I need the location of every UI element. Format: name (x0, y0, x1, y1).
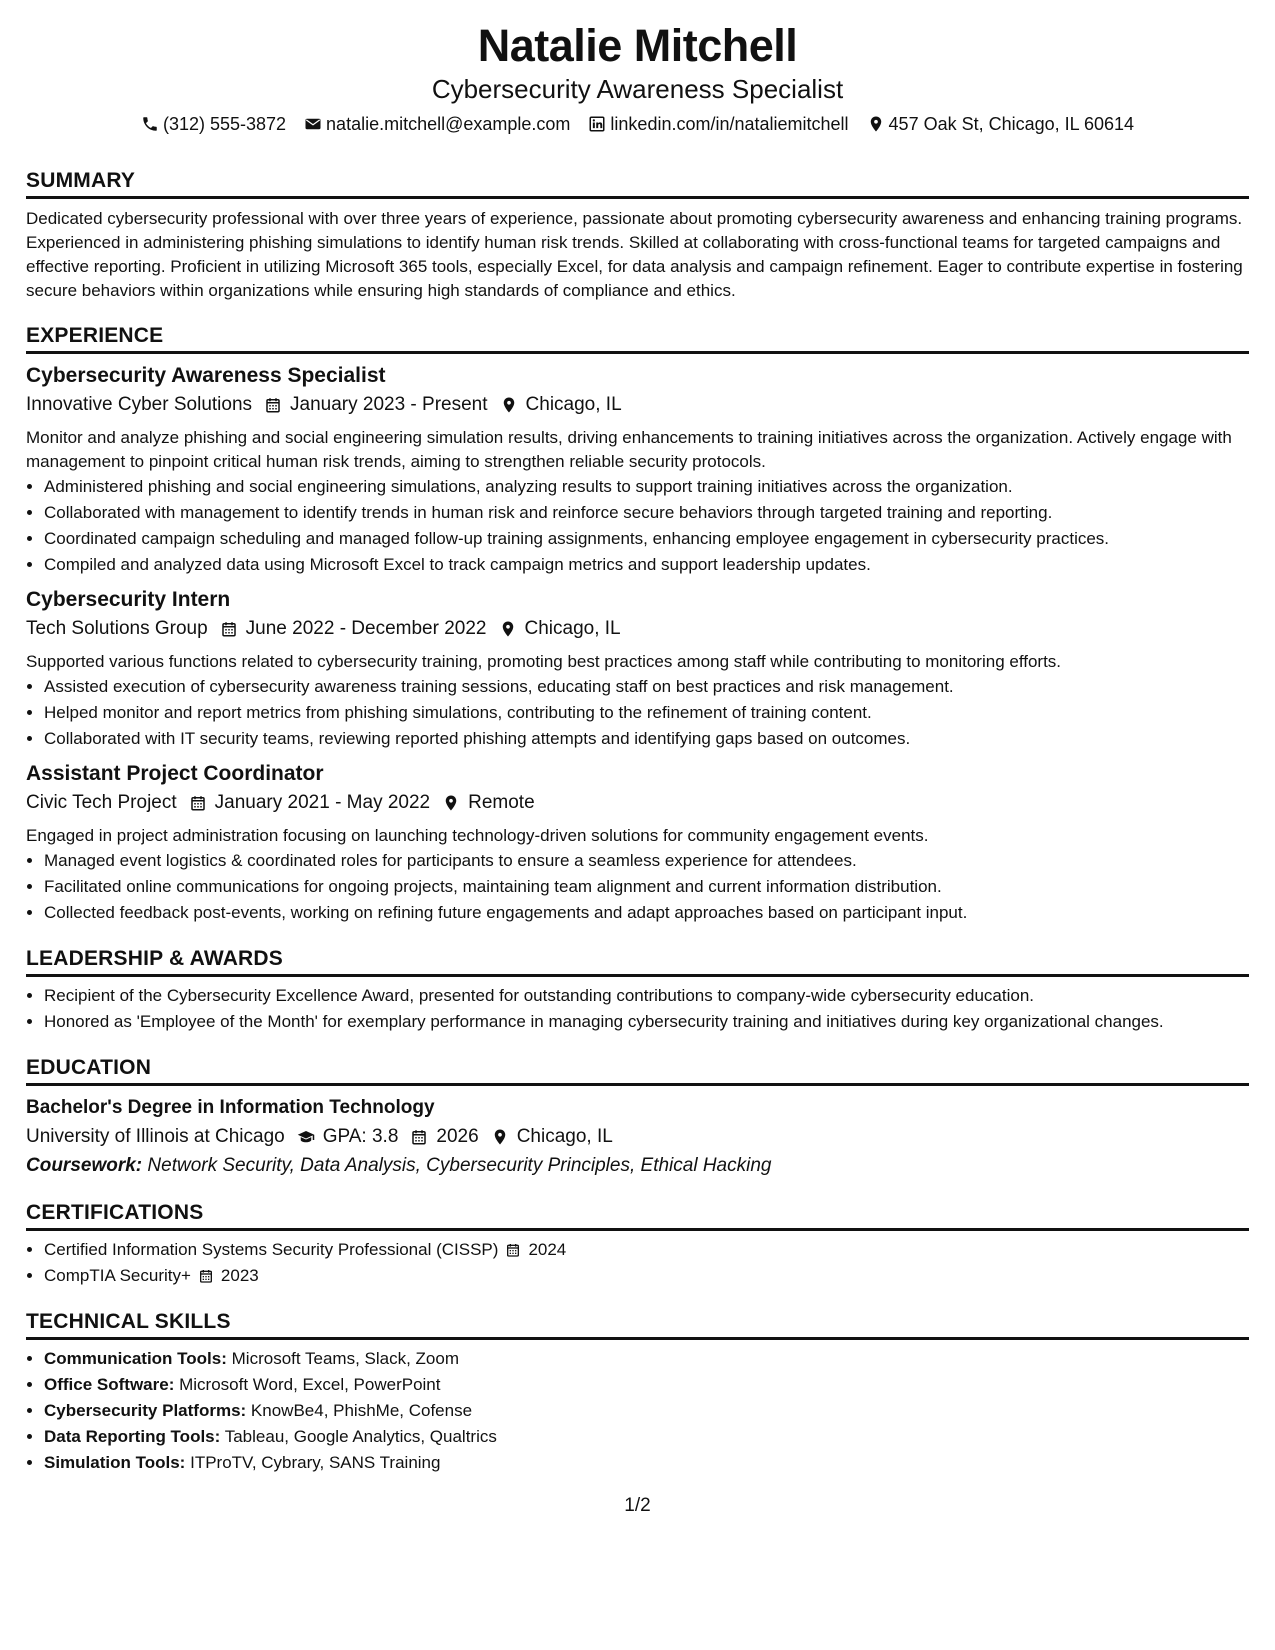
section-heading-education: EDUCATION (26, 1055, 1249, 1086)
skill-value: Tableau, Google Analytics, Qualtrics (224, 1427, 497, 1446)
job-bullet: • Coordinated campaign scheduling and managed follow-up training assignments, enhancing employee engagement in cybersecurity practices. (44, 526, 1249, 552)
job-location: Remote (468, 792, 535, 813)
skill-label: Office Software: (44, 1375, 175, 1394)
certifications-section (26, 1200, 1249, 1289)
candidate-name: Natalie Mitchell (477, 20, 798, 71)
job-bullets (26, 848, 1249, 926)
experience-section (26, 323, 1249, 926)
job-bullet: • Managed event logistics & coordinated roles for participants to ensure a seamless experience for attendees. (44, 848, 1249, 874)
job-bullet: • Collaborated with management to identify trends in human risk and reinforce secure behaviors through targeted training and reporting. (44, 500, 1249, 526)
education-meta (26, 1122, 1249, 1152)
skill-label: Communication Tools: (44, 1349, 227, 1368)
job-meta (26, 390, 1249, 420)
skill-label: Cybersecurity Platforms: (44, 1401, 247, 1420)
skills-list (26, 1346, 1249, 1476)
map-pin-icon (499, 620, 517, 638)
job-entry (26, 760, 1249, 926)
map-pin-icon (867, 115, 885, 133)
certification-name: • Certified Information Systems Security Professional (CISSP) (44, 1240, 499, 1259)
job-company: Tech Solutions Group (26, 618, 208, 639)
skill-label: Simulation Tools: (44, 1453, 186, 1472)
skill-value: KnowBe4, PhishMe, Cofense (250, 1401, 473, 1420)
skill-item (44, 1424, 1249, 1450)
candidate-title: Cybersecurity Awareness Specialist (431, 74, 844, 104)
job-bullet: • Assisted execution of cybersecurity awareness training sessions, educating staff on best practices and risk management. (44, 674, 1249, 700)
summary-section (26, 168, 1249, 303)
calendar-icon (264, 396, 282, 414)
job-title: Cybersecurity Awareness Specialist (26, 364, 386, 387)
skill-item (44, 1450, 1249, 1476)
certification-name: • CompTIA Security+ (44, 1266, 191, 1285)
job-location: Chicago, IL (524, 618, 621, 639)
job-title: Assistant Project Coordinator (26, 762, 324, 785)
job-bullet: • Helped monitor and report metrics from phishing simulations, contributing to the refinement of training content. (44, 700, 1249, 726)
contact-address-text: 457 Oak St, Chicago, IL 60614 (888, 114, 1135, 134)
skill-item (44, 1346, 1249, 1372)
job-location: Chicago, IL (525, 394, 622, 415)
job-bullets (26, 674, 1249, 752)
calendar-icon (189, 794, 207, 812)
linkedin-icon (588, 115, 606, 133)
calendar-icon (220, 620, 238, 638)
skill-value: Microsoft Teams, Slack, Zoom (231, 1349, 459, 1368)
leadership-bullet: • Recipient of the Cybersecurity Excellence Award, presented for outstanding contributions to company-wide cybersecurity education. (44, 983, 1249, 1009)
job-bullet: • Facilitated online communications for ongoing projects, maintaining team alignment and current information distribution. (44, 874, 1249, 900)
resume-header (26, 20, 1249, 138)
job-company: Civic Tech Project (26, 792, 177, 813)
job-bullets (26, 474, 1249, 578)
contact-address (867, 110, 1135, 138)
contact-email[interactable] (304, 110, 570, 138)
job-entry (26, 362, 1249, 578)
map-pin-icon (500, 396, 518, 414)
job-bullet: • Compiled and analyzed data using Microsoft Excel to track campaign metrics and support leadership updates. (44, 552, 1249, 578)
graduation-cap-icon (297, 1128, 315, 1146)
certification-item (44, 1263, 1249, 1289)
education-degree: Bachelor's Degree in Information Technology (26, 1097, 435, 1118)
education-gpa: GPA: 3.8 (322, 1126, 399, 1147)
leadership-section (26, 946, 1249, 1035)
job-bullet: • Collaborated with IT security teams, reviewing reported phishing attempts and identifying gaps based on outcomes. (44, 726, 1249, 752)
skill-item (44, 1398, 1249, 1424)
job-bullet: • Collected feedback post-events, working on refining future engagements and adapt approaches based on participant input. (44, 900, 1249, 926)
education-year: 2026 (436, 1126, 479, 1147)
job-company: Innovative Cyber Solutions (26, 394, 253, 415)
map-pin-icon (442, 794, 460, 812)
education-coursework (26, 1152, 1249, 1180)
job-dates: January 2021 - May 2022 (214, 792, 431, 813)
job-description: Monitor and analyze phishing and social engineering simulation results, driving enhancements to training initiatives across the organization. Actively engage with management to pinpoint critical human risk trends, aiming to strengthen reliable security protocols. (26, 428, 1232, 471)
contact-linkedin[interactable] (588, 110, 848, 138)
leadership-bullets (26, 983, 1249, 1035)
section-heading-certifications: CERTIFICATIONS (26, 1200, 1249, 1231)
section-heading-leadership: LEADERSHIP & AWARDS (26, 946, 1249, 977)
job-bullet: • Administered phishing and social engineering simulations, analyzing results to support training initiatives across the organization. (44, 474, 1249, 500)
job-meta (26, 614, 1249, 644)
job-description: Engaged in project administration focusing on launching technology-driven solutions for community engagement events. (26, 826, 929, 845)
map-pin-icon (491, 1128, 509, 1146)
contact-phone-text: (312) 555-3872 (162, 114, 287, 134)
skill-item (44, 1372, 1249, 1398)
section-heading-summary: SUMMARY (26, 168, 1249, 199)
certification-year: 2023 (220, 1266, 259, 1285)
summary-text: Dedicated cybersecurity professional with over three years of experience, passionate about promoting cybersecurity awareness and enhancing training programs. Experienced in administering phishing simulations to identify human risk trends. Skilled at collaborating with cross-functional teams for targeted campaigns and effective reporting. Proficient in utilizing Microsoft 365 tools, especially Excel, for data analysis and campaign refinement. Eager to contribute expertise in fostering secure behaviors within organizations while ensuring high standards of compliance and ethics. (26, 209, 1243, 300)
leadership-bullet: • Honored as 'Employee of the Month' for exemplary performance in managing cybersecurity training and initiatives during key organizational changes. (44, 1009, 1249, 1035)
education-school: University of Illinois at Chicago (26, 1126, 285, 1147)
coursework-label: Coursework: (26, 1155, 143, 1176)
job-meta (26, 788, 1249, 818)
envelope-icon (304, 115, 322, 133)
contact-phone[interactable] (141, 110, 286, 138)
skills-section (26, 1309, 1249, 1476)
job-entry (26, 586, 1249, 752)
calendar-icon (410, 1128, 428, 1146)
phone-icon (141, 115, 159, 133)
calendar-icon (197, 1267, 215, 1285)
calendar-icon (504, 1241, 522, 1259)
section-heading-skills: TECHNICAL SKILLS (26, 1309, 1249, 1340)
skill-value: Microsoft Word, Excel, PowerPoint (179, 1375, 441, 1394)
certification-item (44, 1237, 1249, 1263)
contact-linkedin-text: linkedin.com/in/nataliemitchell (610, 114, 849, 134)
job-description: Supported various functions related to cybersecurity training, promoting best practices among staff while contributing to monitoring efforts. (26, 652, 1062, 671)
contact-email-text: natalie.mitchell@example.com (326, 114, 571, 134)
skill-value: ITProTV, Cybrary, SANS Training (190, 1453, 441, 1472)
page-number: 1/2 (624, 1495, 651, 1516)
job-dates: June 2022 - December 2022 (245, 618, 487, 639)
certification-year: 2024 (528, 1240, 567, 1259)
skill-label: Data Reporting Tools: (44, 1427, 221, 1446)
coursework-list: Network Security, Data Analysis, Cybersecurity Principles, Ethical Hacking (147, 1155, 772, 1176)
job-dates: January 2023 - Present (290, 394, 488, 415)
contact-bar (26, 110, 1249, 138)
resume-page (26, 20, 1249, 1476)
certification-list (26, 1237, 1249, 1289)
job-title: Cybersecurity Intern (26, 588, 231, 611)
education-section (26, 1055, 1249, 1180)
education-location: Chicago, IL (516, 1126, 613, 1147)
section-heading-experience: EXPERIENCE (26, 323, 1249, 354)
